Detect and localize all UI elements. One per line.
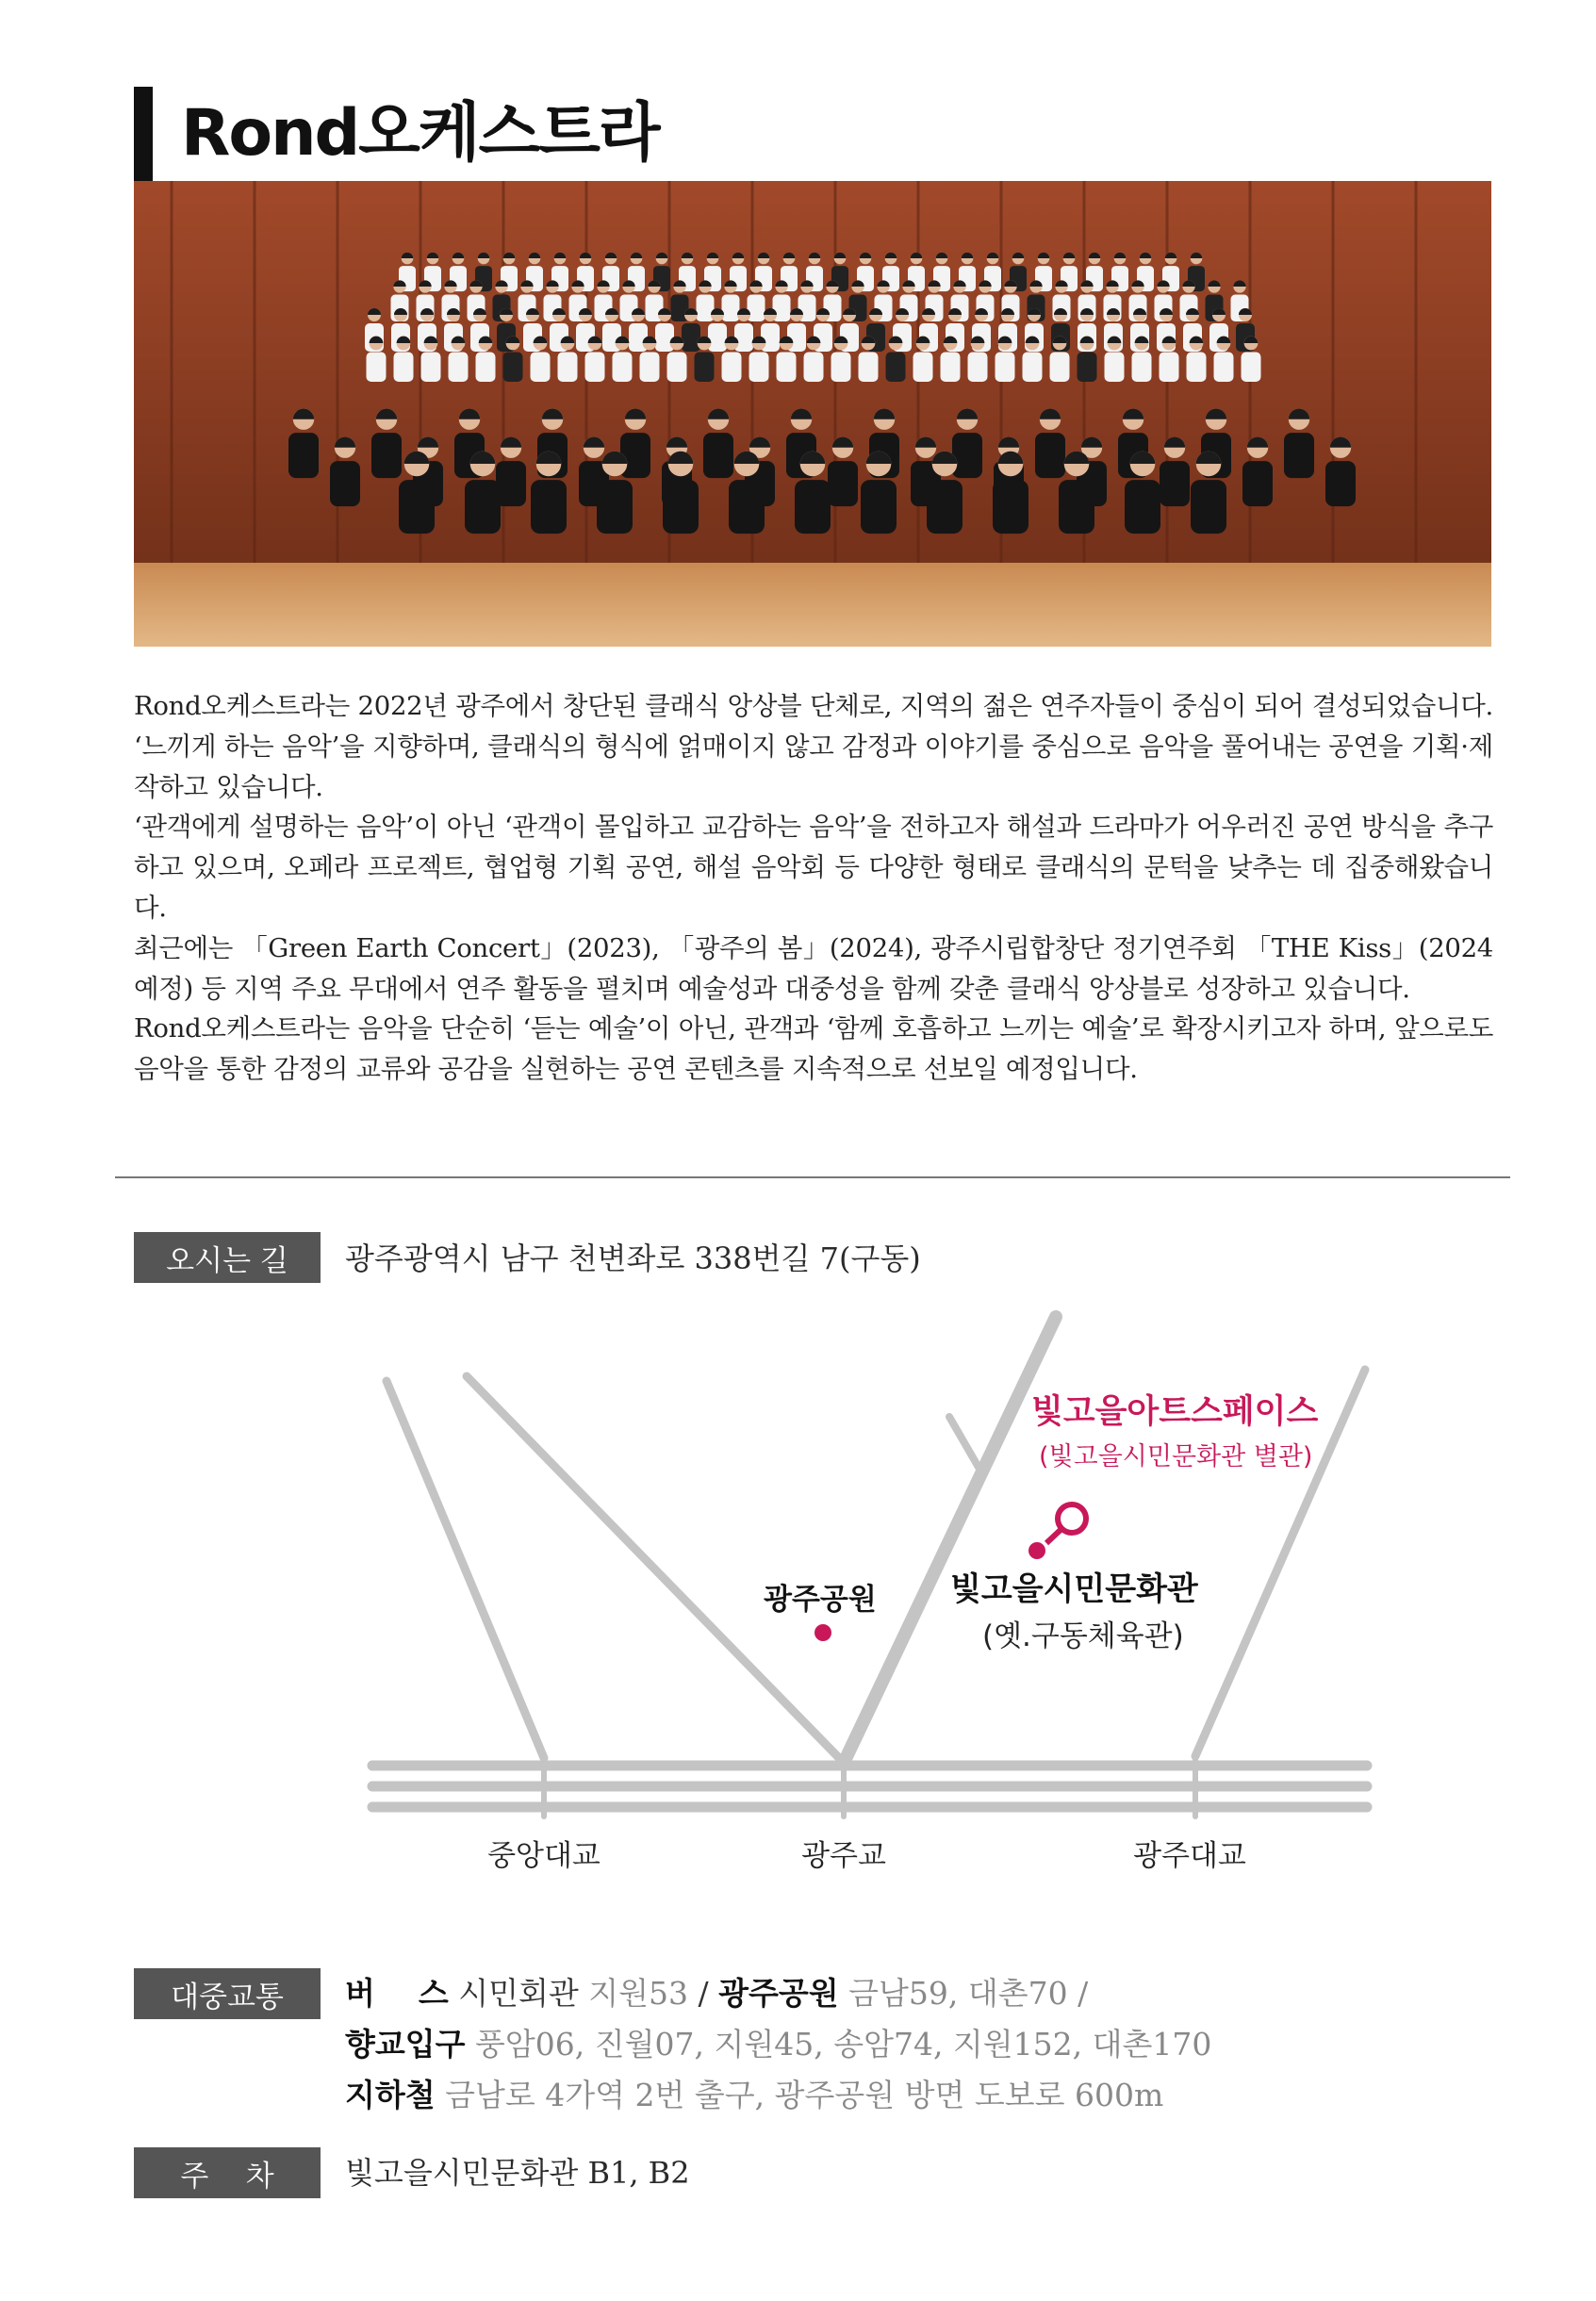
title-accent-bar <box>134 87 153 181</box>
bridge-label-1: 중앙대교 <box>487 1839 601 1873</box>
bus-line-2 <box>345 2020 1211 2064</box>
parking-info: 빛고을시민문화관 B1, B2 <box>345 2155 690 2191</box>
venue-name: 빛고을아트스페이스 <box>1031 1393 1319 1431</box>
venue-marker-icon <box>1058 1504 1086 1533</box>
hall-dot-icon <box>1028 1542 1045 1559</box>
bridge-label-3: 광주대교 <box>1133 1839 1246 1873</box>
transit-label: 대중교통 <box>134 1968 321 2019</box>
park-label: 광주공원 <box>764 1583 877 1617</box>
road-west <box>387 1381 544 1758</box>
bus-stop-3-routes: 풍암06, 진월07, 지원45, 송암74, 지원152, 대촌170 <box>475 2026 1212 2063</box>
address-text: 광주광역시 남구 천변좌로 338번길 7(구동) <box>345 1241 921 1276</box>
intro-paragraph-4: Rond오케스트라는 음악을 단순히 ‘듣는 예술’이 아닌, 관객과 ‘함께 호흡하고 느끼는 예술’로 확장시키고자 하며, 앞으로도 음악을 통한 감정의 교류와 공감을 실현하는 공연 콘텐츠를 지속적으로 선보일 예정입니다. <box>134 1013 1493 1085</box>
section-divider <box>115 1176 1510 1178</box>
location-map <box>358 1296 1395 1899</box>
page-title: Rond오케스트라 <box>181 96 659 171</box>
subway-label: 지하철 <box>345 2077 436 2113</box>
park-dot-icon <box>814 1624 831 1641</box>
bus-stop-2: 광주공원 <box>718 1975 839 2012</box>
hall-subtitle: (옛.구동체육관) <box>982 1619 1184 1653</box>
orchestra-photo-illustration <box>134 181 1491 647</box>
road-main <box>844 1317 1056 1763</box>
intro-text <box>134 686 1493 1090</box>
bus-stop-1: 시민회관 <box>458 1975 579 2012</box>
bus-line-1 <box>345 1969 1088 2013</box>
intro-paragraph-1: Rond오케스트라는 2022년 광주에서 창단된 클래식 앙상블 단체로, 지역의 젊은 연주자들이 중심이 되어 결성되었습니다. ‘느끼게 하는 음악’을 지향하며, 클래식의 형식에 얽매이지 않고 감정과 이야기를 중심으로 음악을 풀어내는 공연을 기획·제작하고 있습니다. <box>134 691 1493 802</box>
bus-stop-1-routes: 지원53 <box>588 1975 688 2012</box>
road-branch <box>949 1417 980 1471</box>
intro-paragraph-2: ‘관객에게 설명하는 음악’이 아닌 ‘관객이 몰입하고 교감하는 음악’을 전하고자 해설과 드라마가 어우러진 공연 방식을 추구하고 있으며, 오페라 프로젝트, 협업형 기획 공연, 해설 음악회 등 다양한 형태로 클래식의 문턱을 낮추는 데 집중해왔습니다. <box>134 812 1493 923</box>
subway-info: 금남로 4가역 2번 출구, 광주공원 방면 도보로 600m <box>445 2077 1164 2113</box>
venue-subtitle: (빛고을시민문화관 별관) <box>1039 1442 1313 1471</box>
intro-paragraph-3: 최근에는 「Green Earth Concert」(2023), 「광주의 봄」(2024), 광주시립합창단 정기연주회 「THE Kiss」(2024 예정) 등 지역 주요 무대에서 연주 활동을 펼치며 예술성과 대중성을 함께 갖춘 클래식 앙상블로 성장하고 있습니다. <box>134 932 1493 1004</box>
subway-line <box>345 2071 1163 2115</box>
hall-label: 빛고을시민문화관 <box>950 1570 1198 1608</box>
bus-stop-2-routes: 금남59, 대촌70 / <box>848 1975 1089 2012</box>
orchestra-photo <box>134 181 1491 647</box>
bus-stop-3: 향교입구 <box>345 2026 466 2063</box>
parking-label: 주 차 <box>134 2147 321 2198</box>
directions-label: 오시는 길 <box>134 1232 321 1283</box>
bridge-label-2: 광주교 <box>801 1839 886 1873</box>
venue-marker-stem <box>1046 1529 1061 1543</box>
bus-label: 버 스 <box>345 1975 449 2012</box>
bus-separator: / <box>698 1975 709 2012</box>
